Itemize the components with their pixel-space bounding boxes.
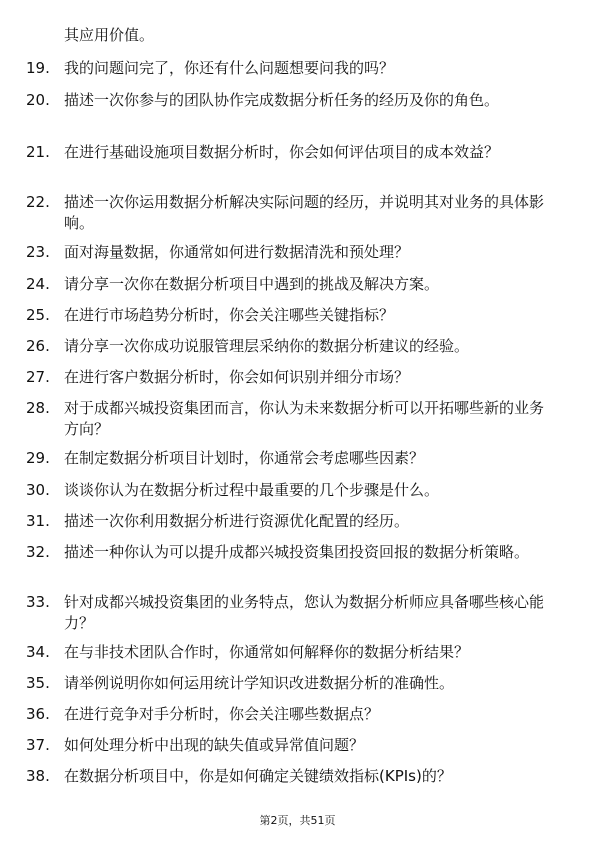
question-text: 在与非技术团队合作时，你通常如何解释你的数据分析结果？ <box>64 643 470 661</box>
question-item <box>26 542 556 563</box>
question-text: 我的问题问完了，你还有什么问题想要问我的吗？ <box>64 59 395 77</box>
question-item <box>26 398 556 440</box>
page-footer: 第2页，共51页 <box>259 814 336 827</box>
question-number: 24. <box>26 275 50 293</box>
question-item <box>26 192 556 234</box>
question-text: 请分享一次你在数据分析项目中遇到的挑战及解决方案。 <box>64 275 440 293</box>
question-number: 33. <box>26 593 50 611</box>
question-text: 在数据分析项目中，你是如何确定关键绩效指标(KPIs)的？ <box>64 767 452 785</box>
question-item <box>26 90 556 111</box>
question-text: 描述一次你参与的团队协作完成数据分析任务的经历及你的角色。 <box>64 91 500 109</box>
question-number: 20. <box>26 91 50 109</box>
question-item <box>26 58 556 79</box>
continuation-text: 其应用价值。 <box>64 26 155 44</box>
question-number: 26. <box>26 337 50 355</box>
question-text: 谈谈你认为在数据分析过程中最重要的几个步骤是什么。 <box>64 481 440 499</box>
question-number: 19. <box>26 59 50 77</box>
question-number: 22. <box>26 193 50 211</box>
question-item <box>26 367 556 388</box>
question-number: 35. <box>26 674 50 692</box>
question-text: 面对海量数据，你通常如何进行数据清洗和预处理？ <box>64 243 410 261</box>
question-number: 27. <box>26 368 50 386</box>
question-text: 在制定数据分析项目计划时，你通常会考虑哪些因素？ <box>64 449 425 467</box>
question-text: 在进行竞争对手分析时，你会关注哪些数据点？ <box>64 705 380 723</box>
question-text: 在进行基础设施项目数据分析时，你会如何评估项目的成本效益？ <box>64 143 500 161</box>
question-number: 32. <box>26 543 50 561</box>
question-item <box>26 336 556 357</box>
question-item <box>26 305 556 326</box>
question-number: 36. <box>26 705 50 723</box>
question-number: 34. <box>26 643 50 661</box>
question-number: 30. <box>26 481 50 499</box>
question-text: 描述一次你运用数据分析解决实际问题的经历，并说明其对业务的具体影响。 <box>64 193 545 232</box>
question-item <box>26 592 556 634</box>
question-text: 在进行客户数据分析时，你会如何识别并细分市场？ <box>64 368 410 386</box>
question-number: 31. <box>26 512 50 530</box>
question-item <box>26 142 556 163</box>
question-item <box>26 735 556 756</box>
question-number: 21. <box>26 143 50 161</box>
question-item <box>26 766 556 787</box>
question-number: 38. <box>26 767 50 785</box>
question-item <box>26 673 556 694</box>
question-item <box>26 448 556 469</box>
question-text: 如何处理分析中出现的缺失值或异常值问题？ <box>64 736 365 754</box>
question-item <box>26 480 556 501</box>
question-number: 29. <box>26 449 50 467</box>
question-number: 37. <box>26 736 50 754</box>
question-number: 28. <box>26 399 50 417</box>
question-number: 23. <box>26 243 50 261</box>
question-item <box>26 274 556 295</box>
question-text: 在进行市场趋势分析时，你会关注哪些关键指标？ <box>64 306 395 324</box>
question-text: 请分享一次你成功说服管理层采纳你的数据分析建议的经验。 <box>64 337 470 355</box>
question-item <box>26 704 556 725</box>
question-item <box>26 242 556 263</box>
question-text: 描述一次你利用数据分析进行资源优化配置的经历。 <box>64 512 410 530</box>
question-text: 描述一种你认为可以提升成都兴城投资集团投资回报的数据分析策略。 <box>64 543 530 561</box>
question-text: 对于成都兴城投资集团而言，你认为未来数据分析可以开拓哪些新的业务方向？ <box>64 399 545 438</box>
question-number: 25. <box>26 306 50 324</box>
question-item <box>26 642 556 663</box>
question-item <box>26 511 556 532</box>
question-text: 针对成都兴城投资集团的业务特点，您认为数据分析师应具备哪些核心能力？ <box>64 593 545 632</box>
question-text: 请举例说明你如何运用统计学知识改进数据分析的准确性。 <box>64 674 455 692</box>
